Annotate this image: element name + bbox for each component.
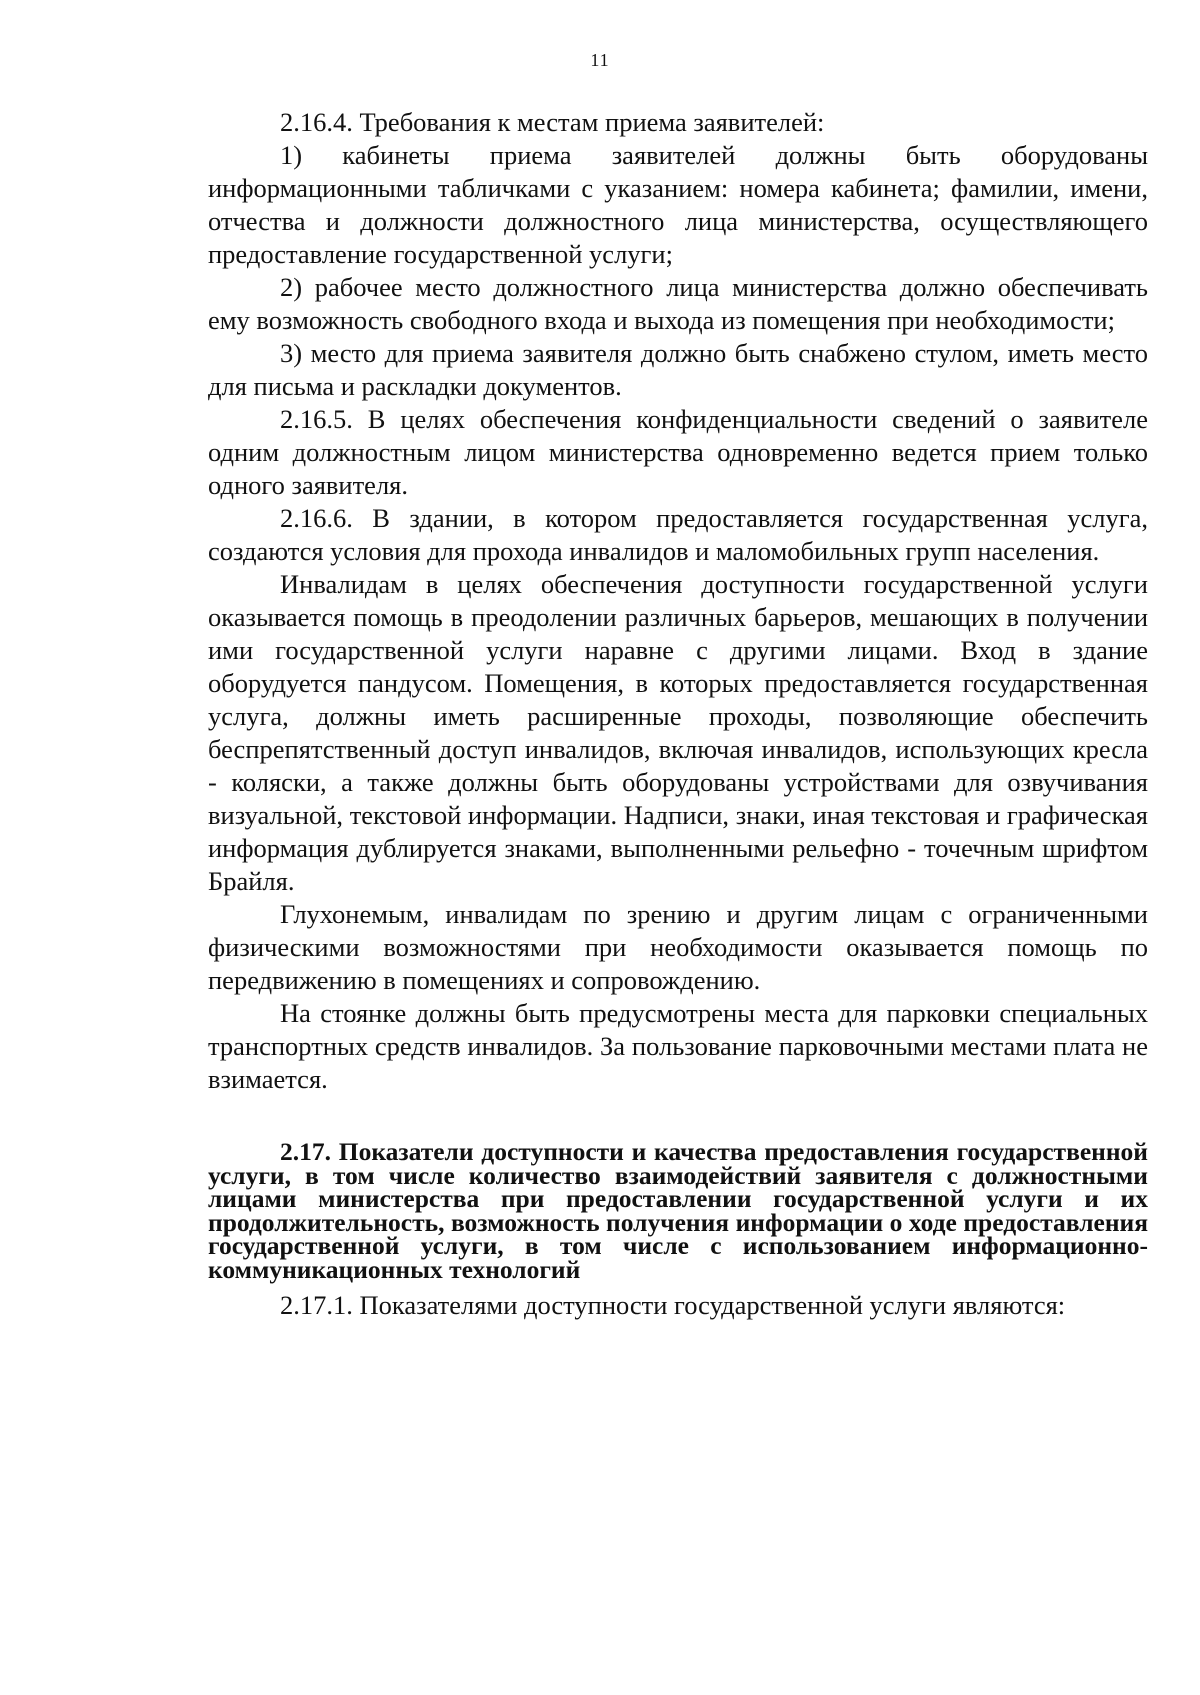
paragraph-accessibility-help: Инвалидам в целях обеспечения доступности государственной услуги оказывается помощь в преодолении различных барьеров, мешающих в получении ими государственной услуги наравне с другими лицами. Вход в здание оборудуется пандусом. Помещения, в которых предоставляется государственная услуга, должны иметь расширенные проходы, позволяющие обеспечить беспрепятственный доступ инвалидов, включая инвалидов, использующих кресла - коляски, а также должны быть оборудованы устройствами для озвучивания визуальной, текстовой информации. Надписи, знаки, иная текстовая и графическая информация дублируется знаками, выполненными рельефно - точечным шрифтом Брайля. [208,569,1148,896]
page-number: 11 [590,50,610,70]
paragraph-item-2: 2) рабочее место должностного лица министерства должно обеспечивать ему возможность свободного входа и выхода из помещения при необходимости; [208,272,1148,335]
paragraph-2-17-1: 2.17.1. Показателями доступности государственной услуги являются: [280,1290,1066,1320]
document-body [208,106,1148,1322]
paragraph-parking: На стоянке должны быть предусмотрены места для парковки специальных транспортных средств инвалидов. За пользование парковочными местами плата не взимается. [208,998,1148,1094]
section-heading-2-17: 2.17. Показатели доступности и качества предоставления государственной услуги, в том числе количество взаимодействий заявителя с должностными лицами министерства при предоставлении государственной услуги и их продолжительность, возможность получения информации о ходе предоставления государственной услуги, в том числе с использованием информационно-коммуникационных технологий [208,1137,1148,1284]
paragraph-2-16-5: 2.16.5. В целях обеспечения конфиденциальности сведений о заявителе одним должностным лицом министерства одновременно ведется прием только одного заявителя. [208,404,1148,500]
paragraph-assistance: Глухонемым, инвалидам по зрению и другим лицам с ограниченными физическими возможностями при необходимости оказывается помощь по передвижению в помещениях и сопровождению. [208,899,1148,995]
paragraph-item-3: 3) место для приема заявителя должно быть снабжено стулом, иметь место для письма и раскладки документов. [208,338,1148,401]
paragraph-item-1: 1) кабинеты приема заявителей должны быть оборудованы информационными табличками с указанием: номера кабинета; фамилии, имени, отчества и должности должностного лица министерства, осуществляющего предоставление государственной услуги; [208,140,1148,269]
paragraph-2-16-4: 2.16.4. Требования к местам приема заявителей: [280,107,825,137]
section-spacer [208,1096,1148,1140]
paragraph-2-16-6: 2.16.6. В здании, в котором предоставляется государственная услуга, создаются условия для прохода инвалидов и маломобильных групп населения. [208,503,1148,566]
